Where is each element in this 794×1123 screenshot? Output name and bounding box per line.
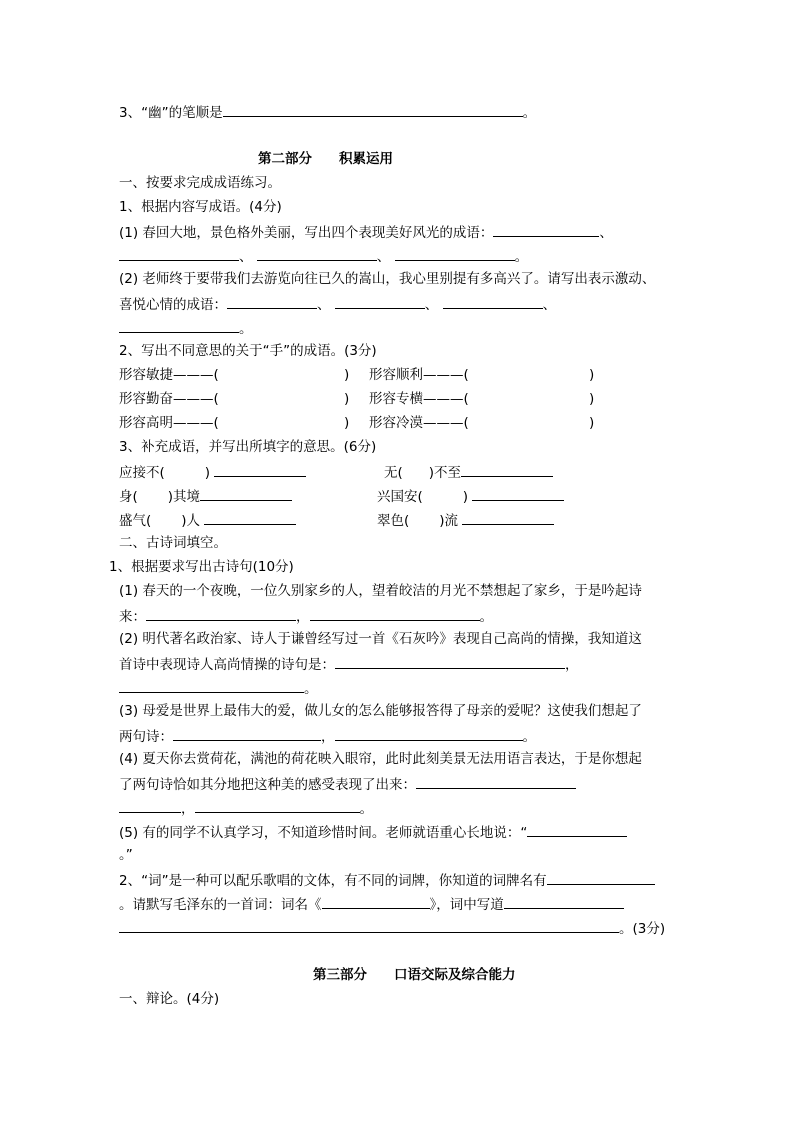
answer-blank[interactable] xyxy=(173,726,321,741)
question-text: 。请默写毛泽东的一首词：词名《 》，词中写道 xyxy=(119,894,624,912)
answer-line: ， 。 xyxy=(119,798,373,816)
answer-blank[interactable] xyxy=(443,294,543,309)
question-text: (5) 有的同学不认真学习，不知道珍惜时间。老师就语重心长地说：“ xyxy=(119,822,627,840)
answer-blank[interactable] xyxy=(119,246,239,261)
answer-blank[interactable] xyxy=(119,918,619,933)
idiom-row: 形容高明———( ) 形容冷漠———( ) xyxy=(119,415,595,431)
answer-blank[interactable] xyxy=(227,294,317,309)
answer-blank[interactable] xyxy=(146,606,296,621)
answer-line: 。 xyxy=(119,318,253,336)
question-text: (2) 老师终于要带我们去游览向往已久的嵩山，我心里别提有多高兴了。请写出表示激动、 xyxy=(119,271,656,287)
idiom-row: 身( )其境 兴国安( ) xyxy=(119,486,292,504)
answer-blank[interactable] xyxy=(119,318,239,333)
answer-blank[interactable] xyxy=(472,486,564,501)
answer-blank[interactable] xyxy=(119,678,304,693)
answer-blank[interactable] xyxy=(119,798,181,813)
answer-line: 来： ， 。 xyxy=(119,606,493,624)
answer-blank[interactable] xyxy=(223,102,523,117)
answer-blank[interactable] xyxy=(504,894,624,909)
answer-blank[interactable] xyxy=(310,606,480,621)
answer-line: 了两句诗恰如其分地把这种美的感受表现了出来： xyxy=(119,774,576,792)
answer-line: 首诗中表现诗人高尚情操的诗句是： ， xyxy=(119,654,579,672)
answer-blank[interactable] xyxy=(195,798,360,813)
question-text: (1) 春天的一个夜晚，一位久别家乡的人，望着皎洁的月光不禁想起了家乡，于是吟起诗 xyxy=(119,583,642,599)
question-text: (1) 春回大地，景色格外美丽，写出四个表现美好风光的成语： 、 xyxy=(119,222,613,240)
answer-blank[interactable] xyxy=(462,510,554,525)
answer-line: 、 、 。 xyxy=(119,246,528,264)
question-text: 2、“词”是一种可以配乐歌唱的文体，有不同的词牌，你知道的词牌名有 xyxy=(119,870,655,888)
answer-blank[interactable] xyxy=(200,486,292,501)
idiom-row: 形容勤奋———( ) 形容专横———( ) xyxy=(119,391,595,407)
answer-blank[interactable] xyxy=(416,774,576,789)
question-text: (2) 明代著名政治家、诗人于谦曾经写过一首《石灰吟》表现自己高尚的情操，我知道这 xyxy=(119,631,642,647)
answer-blank[interactable] xyxy=(461,462,553,477)
answer-blank[interactable] xyxy=(395,246,515,261)
heading: 二、古诗词填空。 xyxy=(119,535,227,551)
question-text: (3) 母爱是世界上最伟大的爱，做儿女的怎么能够报答得了母亲的爱呢？这使我们想起了 xyxy=(119,703,642,719)
question-label: 1、根据内容写成语。(4分) xyxy=(119,199,282,215)
stroke-order-question: 3、“幽”的笔顺是 。 xyxy=(119,102,536,120)
answer-line: 。(3分) xyxy=(119,918,665,936)
idiom-row: 应接不( ) 无( )不至 xyxy=(119,462,306,480)
answer-blank[interactable] xyxy=(204,510,296,525)
answer-blank[interactable] xyxy=(527,822,627,837)
idiom-row: 形容敏捷———( ) 形容顺利———( ) xyxy=(119,367,595,383)
heading: 一、按要求完成成语练习。 xyxy=(119,175,281,191)
answer-blank[interactable] xyxy=(214,462,306,477)
section-title: 第三部分 口语交际及综合能力 xyxy=(313,967,516,983)
answer-blank[interactable] xyxy=(322,894,430,909)
answer-line: 。 xyxy=(119,678,318,696)
question-text: 。” xyxy=(119,847,133,863)
question-label: 3、补充成语，并写出所填字的意思。(6分) xyxy=(119,439,377,455)
answer-blank[interactable] xyxy=(335,654,565,669)
answer-blank[interactable] xyxy=(335,726,523,741)
idiom-row: 盛气( )人 翠色( )流 xyxy=(119,510,296,528)
answer-line: 两句诗： ， 。 xyxy=(119,726,536,744)
question-text: 喜悦心情的成语： 、 、 、 xyxy=(119,294,556,312)
answer-blank[interactable] xyxy=(335,294,425,309)
question-text: (4) 夏天你去赏荷花，满池的荷花映入眼帘，此时此刻美景无法用语言表达，于是你想起 xyxy=(119,751,642,767)
answer-blank[interactable] xyxy=(257,246,377,261)
question-label: 1、根据要求写出古诗句(10分) xyxy=(109,559,294,575)
heading: 一、辩论。(4分) xyxy=(119,991,220,1007)
answer-blank[interactable] xyxy=(493,222,599,237)
section-title: 第二部分 积累运用 xyxy=(258,151,393,167)
question-label: 2、写出不同意思的关于“手”的成语。(3分) xyxy=(119,343,377,359)
answer-blank[interactable] xyxy=(547,870,655,885)
